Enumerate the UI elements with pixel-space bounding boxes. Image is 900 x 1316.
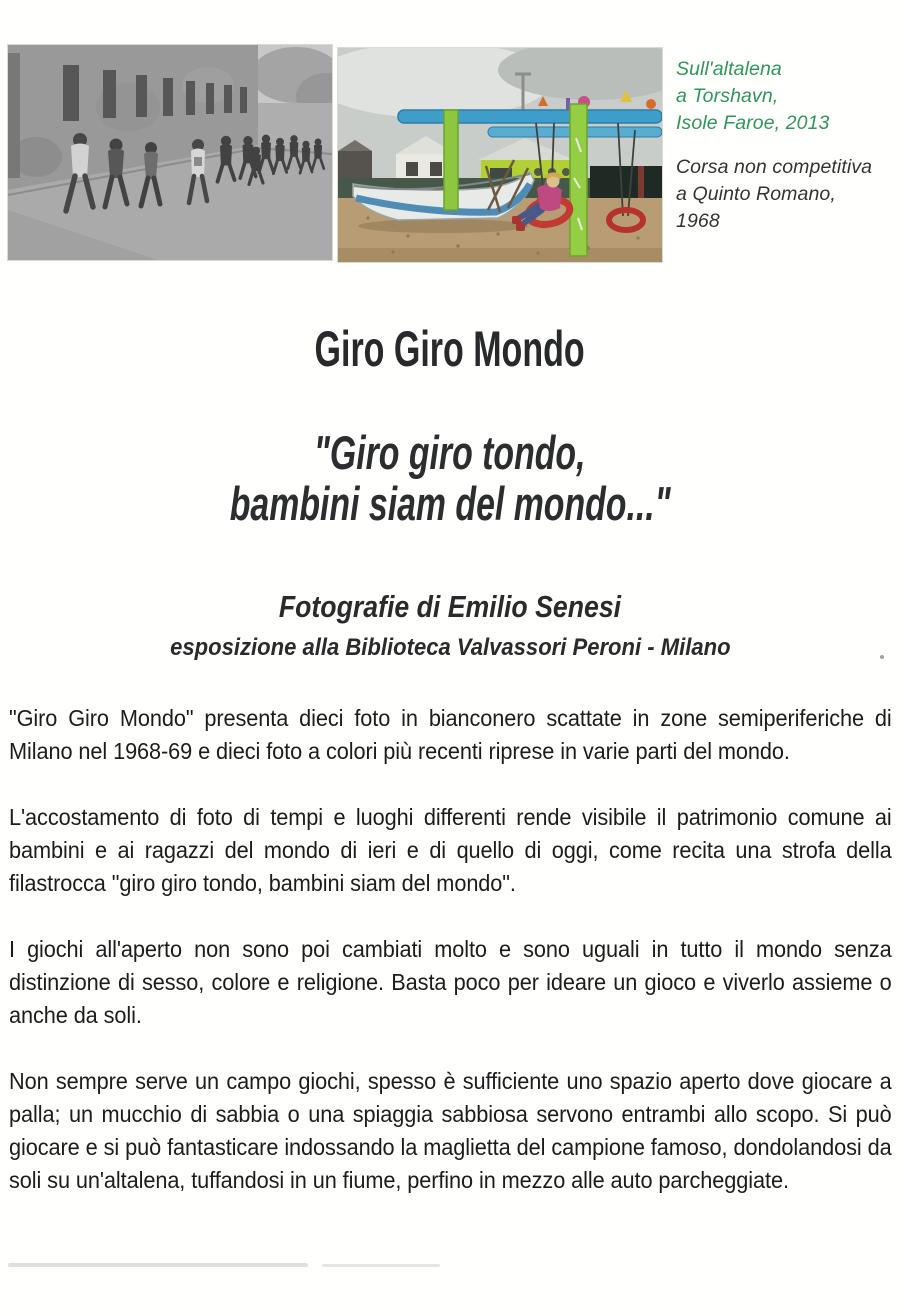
nursery-rhyme-quote-line1 (0, 428, 900, 478)
venue-subtitle (0, 634, 900, 662)
bw-running-illustration (8, 45, 332, 260)
scan-artifact-dot (880, 655, 884, 659)
nursery-rhyme-quote-line2 (0, 479, 900, 529)
body-paragraph-1: "Giro Giro Mondo" presenta dieci foto in bianconero scattate in zone semiperiferiche di Milano nel 1968-69 e dieci foto a colori più recenti riprese in varie parti del mondo. (9, 705, 892, 764)
caption-torshavn-line3: Isole Faroe, 2013 (676, 112, 830, 134)
quote-line2-text: bambini siam del mondo..." (229, 477, 671, 530)
quote-line1-text: "Giro giro tondo, (314, 426, 586, 479)
body-paragraph-4: Non sempre serve un campo giochi, spesso è sufficiente uno spazio aperto dove giocare a palla; un mucchio di sabbia o una spiaggia sabbiosa servono entrambi allo scopo. Si può giocare e si può fantasticare indossando la maglietta del campione famoso, dondolandosi da soli su un'altalena, tuffandosi in un fiume, perfino in mezzo alle auto parcheggiate. (9, 1068, 892, 1193)
photo-captions (676, 56, 892, 235)
body-text (9, 702, 892, 1197)
caption-torshavn-line1: Sull'altalena (676, 58, 782, 80)
caption-quinto-romano (676, 154, 892, 235)
body-paragraph-3: I giochi all'aperto non sono poi cambiati molto e sono uguali in tutto il mondo senza distinzione di sesso, colore e religione. Basta poco per ideare un gioco e viverlo assieme o anche da soli. (9, 936, 892, 1028)
photographer-subtitle-text: Fotografie di Emilio Senesi (278, 589, 622, 624)
photo-playground-tire-swing (338, 48, 662, 262)
caption-torshavn (676, 56, 892, 137)
caption-torshavn-line2: a Torshavn, (676, 85, 779, 107)
scan-artifact-smudge-1 (8, 1263, 308, 1267)
exhibition-title (0, 321, 900, 377)
playground-illustration (338, 48, 662, 262)
caption-quinto-line1: Corsa non competitiva (676, 156, 873, 178)
caption-quinto-line2: a Quinto Romano, (676, 183, 836, 205)
body-paragraph-2: L'accostamento di foto di tempi e luoghi differenti rende visibile il patrimonio comune ai bambini e ai ragazzi del mondo di ieri e di quello di oggi, come recita una strofa della filastrocca "giro giro tondo, bambini siam del mondo". (9, 804, 892, 896)
exhibition-title-text: Giro Giro Mondo (314, 321, 586, 377)
caption-quinto-line3: 1968 (676, 210, 720, 232)
photographer-subtitle (0, 590, 900, 624)
photo-bw-children-running (8, 45, 332, 260)
venue-subtitle-text: esposizione alla Biblioteca Valvassori Peroni - Milano (169, 634, 731, 661)
scan-artifact-smudge-2 (322, 1264, 440, 1267)
